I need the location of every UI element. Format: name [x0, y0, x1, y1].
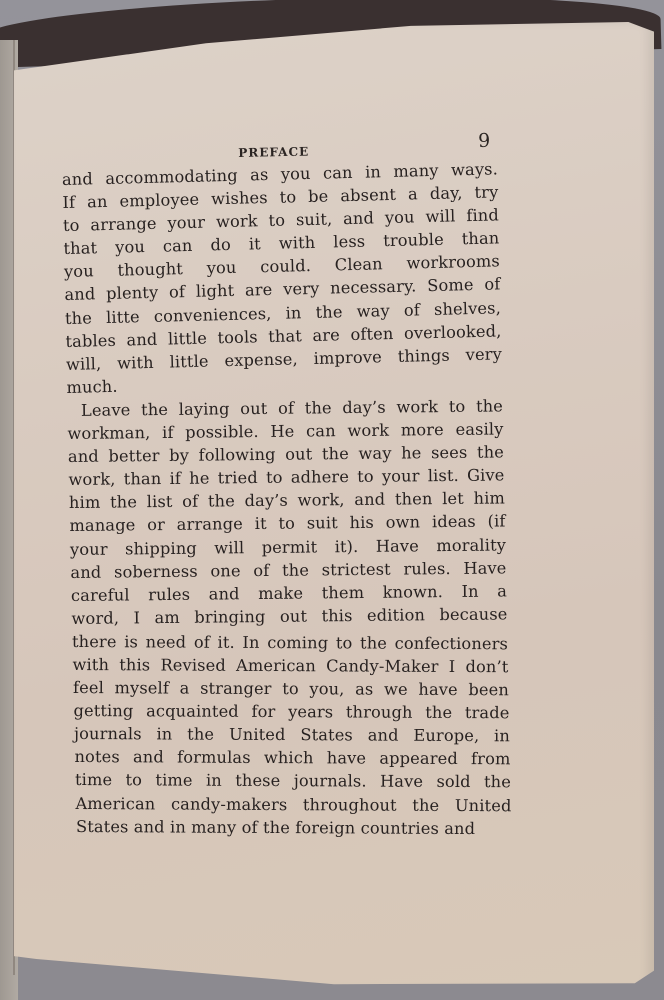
text-line: feel myself a stranger to you, as we have been: [72, 678, 510, 700]
text-line: and soberness one of the strictest rules. Have: [70, 558, 507, 582]
text-line: American candy-makers throughout the United: [75, 793, 512, 815]
text-line: and plenty of light are very necessary. Some of: [64, 274, 501, 305]
text-line: and better by following out the way he sees the: [67, 442, 505, 467]
text-line: him the list of the day’s work, and then let him: [68, 488, 506, 513]
text-line: tables and little tools that are often overlooked,: [65, 321, 502, 351]
text-line: will, with little expense, improve things very: [65, 344, 503, 374]
text-line: much.: [66, 376, 118, 397]
text-line: and accommodating as you can in many ways.: [61, 159, 499, 189]
text-line: your shipping will permit it). Have morality: [69, 534, 507, 559]
text-line: workman, if possible. He can work more easily: [67, 419, 504, 444]
text-line: manage or arrange it to suit his own ideas (if: [69, 511, 506, 536]
text-line: to arrange your work to suit, and you will find: [62, 205, 500, 236]
running-head: PREFACE: [238, 144, 310, 160]
text-line: Leave the laying out of the day’s work to the: [80, 396, 504, 420]
text-line: work, than if he tried to adhere to your list. Give: [68, 465, 505, 490]
text-line: States and in many of the foreign countries and: [75, 816, 476, 838]
text-line: journals in the United States and Europe, in: [73, 724, 511, 746]
text-line: word, I am bringing out this edition because: [71, 604, 508, 628]
text-line: with this Revised American Candy-Maker I don’t: [72, 654, 509, 677]
text-line: time to time in these journals. Have sold the: [74, 770, 512, 792]
text-line: that you can do it with less trouble than: [63, 228, 500, 259]
text-line: careful rules and make them known. In a: [70, 581, 508, 605]
text-line: getting acquainted for years through the trade: [73, 701, 510, 723]
text-line: If an employee wishes to be absent a day, try: [62, 182, 499, 213]
body-text: [61, 159, 512, 838]
page-number: 9: [477, 129, 491, 152]
text-line: notes and formulas which have appeared from: [74, 747, 511, 769]
text-line: there is need of it. In coming to the confectioners: [71, 631, 509, 654]
text-line: you thought you could. Clean workrooms: [63, 251, 501, 282]
text-line: the litte conveniences, in the way of shelves,: [64, 297, 502, 328]
